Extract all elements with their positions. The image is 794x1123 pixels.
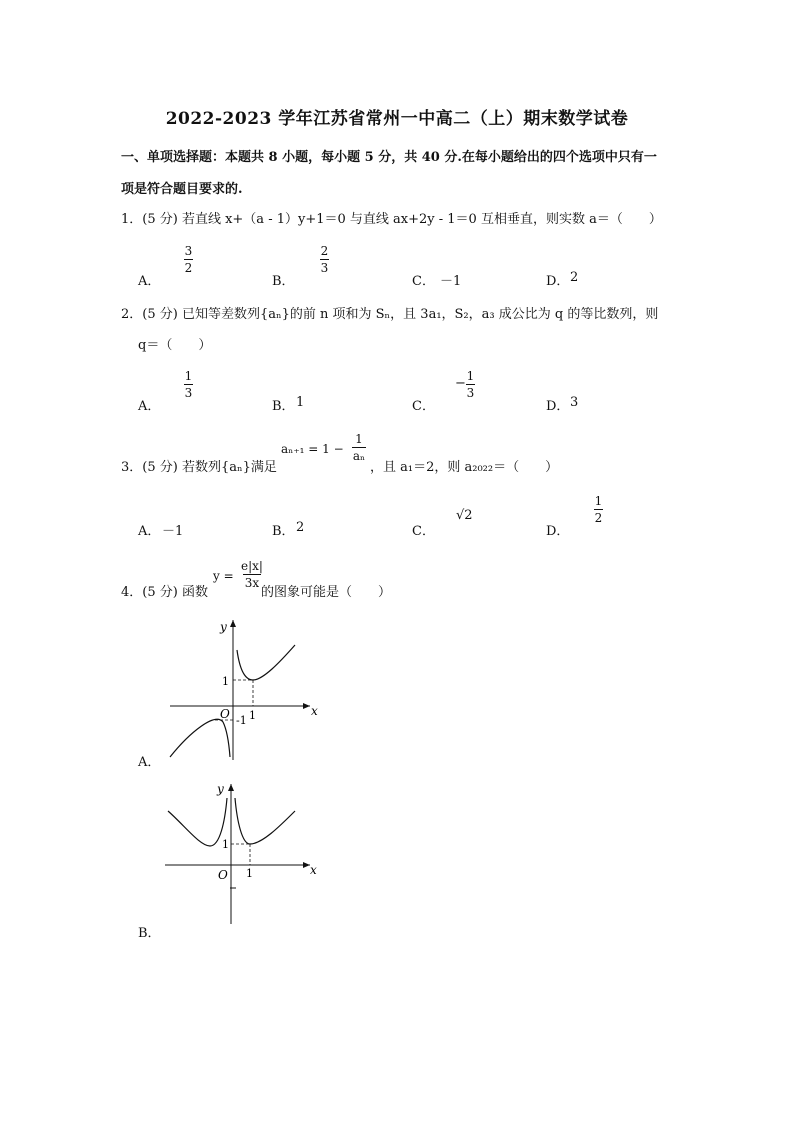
fraction-bar <box>466 384 475 385</box>
q3-option-b-label: B． <box>272 524 295 539</box>
fraction-bar <box>184 384 193 385</box>
question-2-line1: 2．(5 分) 已知等差数列{aₙ}的前 n 项和为 Sₙ，且 3a₁，S₂，a₃ 成公比为 q 的等比数列，则 <box>121 307 659 322</box>
graph-a-neg-one: -1 <box>236 714 247 727</box>
q2-option-a-fraction <box>184 369 193 400</box>
q2-option-d-value: 3 <box>570 395 579 410</box>
q3-option-d-fraction <box>594 494 603 525</box>
q2-option-c-label: C． <box>412 399 435 414</box>
q3-formula-fraction <box>352 432 366 463</box>
page-title: 2022-2023 学年江苏省常州一中高二（上）期末数学试卷 <box>165 109 629 129</box>
question-3-suffix: ，且 a₁＝2，则 a₂₀₂₂＝（ ） <box>370 460 559 475</box>
question-4-suffix: 的图象可能是（ ） <box>261 585 392 600</box>
q2-option-c-num: 1 <box>466 369 475 383</box>
graph-b-y-label: y <box>217 782 224 796</box>
q2-option-c-sign: − <box>455 376 466 391</box>
graph-a-origin-label: O <box>220 707 230 721</box>
q2-option-c-den: 3 <box>466 386 475 400</box>
q3-option-d-num: 1 <box>594 494 603 508</box>
q1-option-a-fraction <box>184 244 193 275</box>
q2-option-d-label: D． <box>546 399 570 414</box>
q1-option-a-num: 3 <box>184 244 193 258</box>
q3-formula-num: 1 <box>355 432 363 446</box>
fraction-bar <box>320 259 329 260</box>
curve-left <box>170 719 230 757</box>
q2-option-c-fraction <box>466 369 475 400</box>
q3-option-d-label: D． <box>546 524 570 539</box>
q2-option-b-value: 1 <box>296 395 305 410</box>
fraction-bar <box>352 447 366 448</box>
graph-a-x-one: 1 <box>249 709 256 722</box>
q3-formula-lhs: aₙ₊₁ = 1 − <box>281 442 344 456</box>
graph-b-y-one: 1 <box>222 838 229 851</box>
q1-option-d-label: D． <box>546 274 570 289</box>
curve-right <box>237 645 295 680</box>
graph-b-origin-label: O <box>218 868 228 882</box>
q2-option-a-num: 1 <box>184 369 193 383</box>
q4-formula-fraction <box>241 559 263 590</box>
q3-formula-den: aₙ <box>352 449 366 463</box>
section-heading-line1: 一、单项选择题：本题共 8 小题，每小题 5 分，共 40 分.在每小题给出的四个选项中只有一 <box>121 150 657 165</box>
q4-formula-num: e|x| <box>241 559 263 573</box>
q4-option-b-label: B． <box>138 926 161 941</box>
graph-a <box>160 612 330 762</box>
q1-option-b-fraction <box>320 244 329 275</box>
q1-option-a-label: A． <box>138 274 161 289</box>
graph-b <box>160 776 330 926</box>
q2-option-b-label: B． <box>272 399 295 414</box>
q4-formula-lhs: y = <box>213 569 234 583</box>
graph-b-x-label: x <box>310 863 317 877</box>
question-2-line2: q＝（ ） <box>138 338 212 353</box>
y-axis-arrow <box>228 784 234 791</box>
q4-option-a-label: A． <box>138 755 161 770</box>
x-axis-arrow <box>303 703 310 709</box>
q3-option-a-label: A． <box>138 524 161 539</box>
q1-option-d-value: 2 <box>570 270 579 285</box>
graph-a-y-label: y <box>220 620 227 634</box>
fraction-bar <box>184 259 193 260</box>
q1-option-b-num: 2 <box>320 244 329 258</box>
q3-option-c-value: √2 <box>456 508 473 523</box>
question-4-prefix: 4．(5 分) 函数 <box>121 585 208 600</box>
q1-option-b-label: B． <box>272 274 295 289</box>
question-1-text: 1．(5 分) 若直线 x+（a - 1）y+1＝0 与直线 ax+2y - 1＝0 互相垂直，则实数 a＝（ ） <box>121 212 662 227</box>
q4-formula-den: 3x <box>244 576 260 590</box>
fraction-bar <box>594 509 603 510</box>
q2-option-a-label: A． <box>138 399 161 414</box>
curve-left <box>168 798 227 846</box>
q3-option-d-den: 2 <box>594 511 603 525</box>
graph-a-x-label: x <box>311 704 318 718</box>
x-axis-arrow <box>303 862 310 868</box>
curve-right <box>235 798 295 844</box>
q1-option-b-den: 3 <box>320 261 329 275</box>
graph-a-y-one: 1 <box>222 675 229 688</box>
q1-option-c-label: C． <box>412 274 435 289</box>
q3-option-a-value: －1 <box>162 524 184 539</box>
fraction-bar <box>243 574 261 575</box>
q1-option-c-value: －1 <box>440 274 462 289</box>
section-heading-line2: 项是符合题目要求的. <box>121 182 243 197</box>
graph-b-x-one: 1 <box>246 867 253 880</box>
q3-option-c-label: C． <box>412 524 435 539</box>
q3-option-b-value: 2 <box>296 520 305 535</box>
q2-option-a-den: 3 <box>184 386 193 400</box>
question-3-prefix: 3．(5 分) 若数列{aₙ}满足 <box>121 460 277 475</box>
y-axis-arrow <box>230 620 236 627</box>
q1-option-a-den: 2 <box>184 261 193 275</box>
